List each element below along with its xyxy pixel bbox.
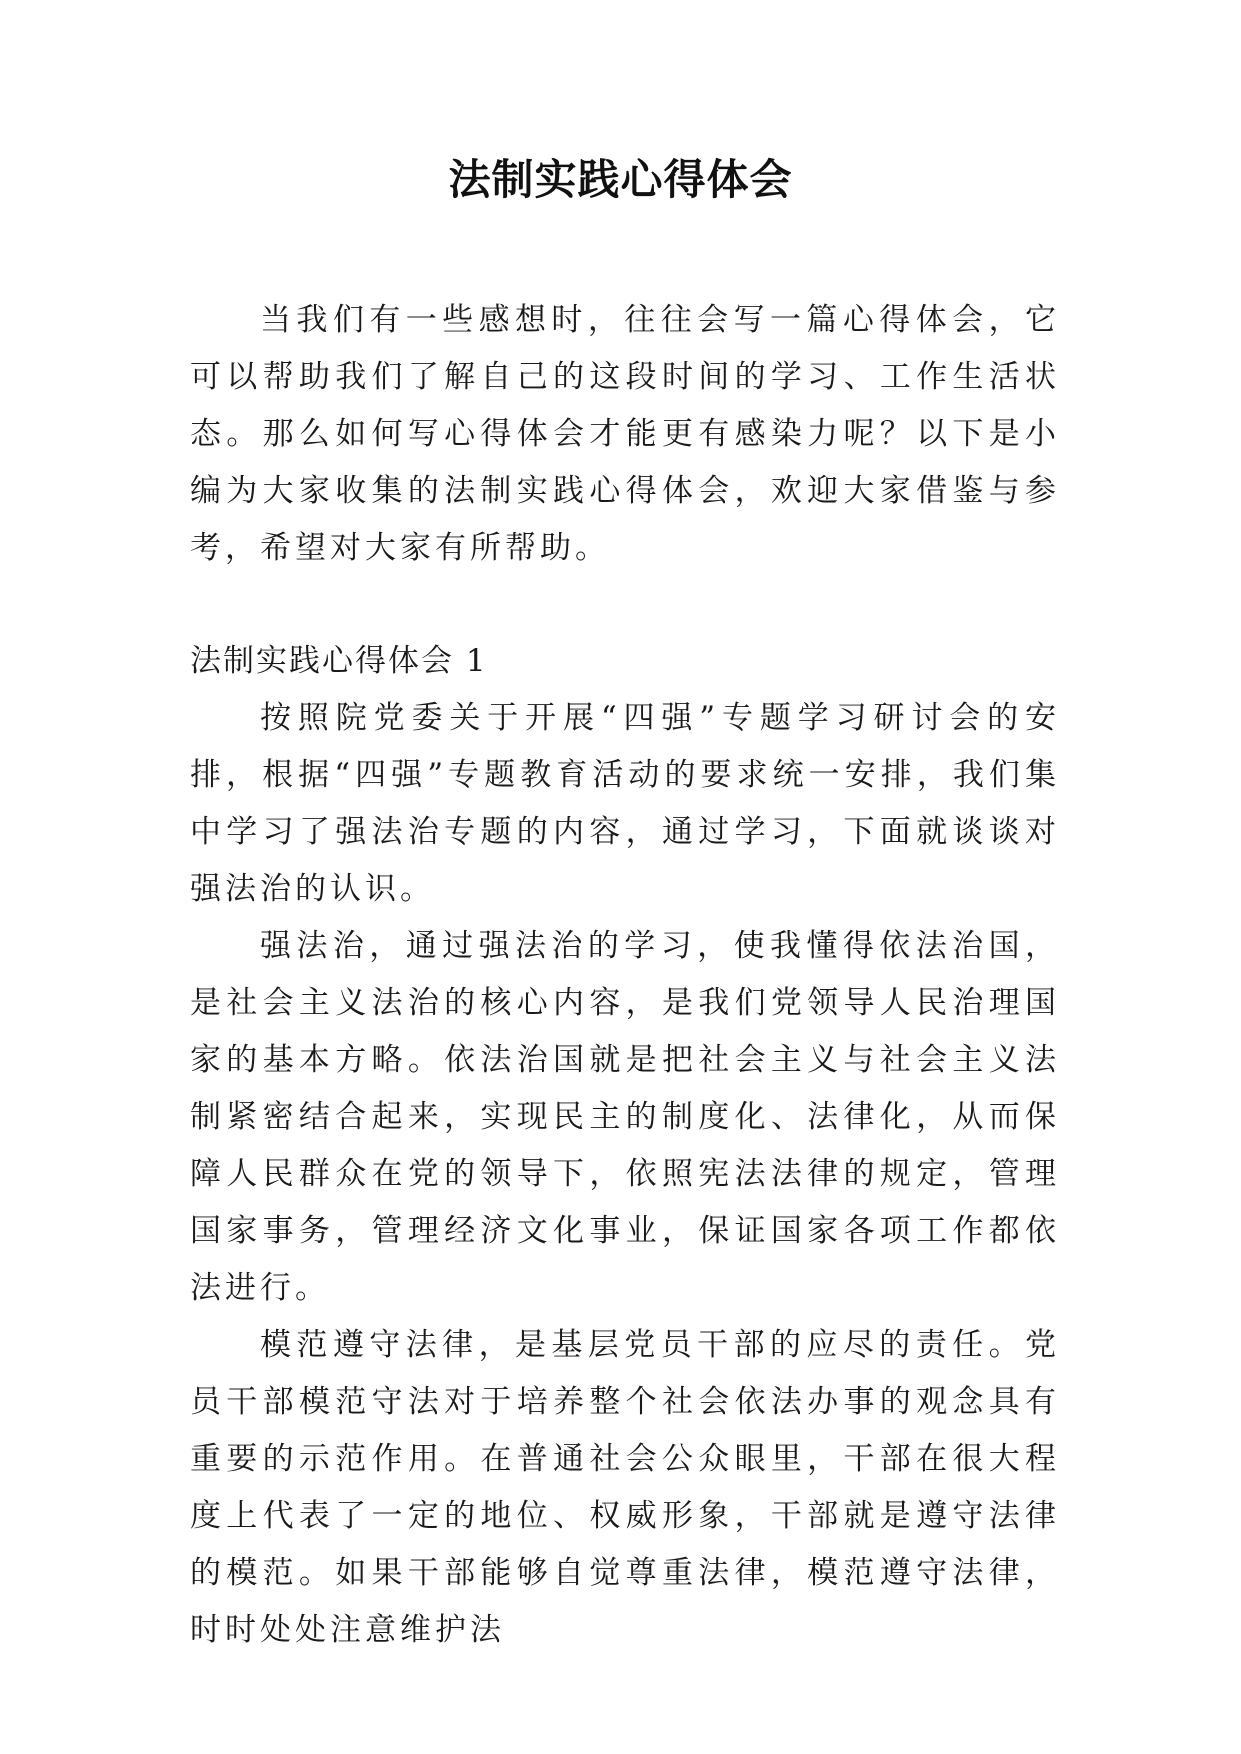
section-heading: 法制实践心得体会 1 <box>190 643 488 679</box>
body-paragraph-3: 模范遵守法律，是基层党员干部的应尽的责任。党员干部模范守法对于培养整个社会依法办事的观念具有重要的示范作用。在普通社会公众眼里，干部在很大程度上代表了一定的地位、权威形象，干部就是遵守法律的模范。如果干部能够自觉尊重法律，模范遵守法律，时时处处注意维护法 <box>190 1327 1060 1648</box>
body-paragraph-1: 按照院党委关于开展“四强”专题学习研讨会的安排，根据“四强”专题教育活动的要求统一安排，我们集中学习了强法治专题的内容，通过学习，下面就谈谈对强法治的认识。 <box>190 700 1060 907</box>
document-body <box>190 292 1060 1659</box>
document-title: 法制实践心得体会 <box>448 155 793 204</box>
intro-paragraph: 当我们有一些感想时，往往会写一篇心得体会，它可以帮助我们了解自己的这段时间的学习、工作生活状态。那么如何写心得体会才能更有感染力呢？以下是小编为大家收集的法制实践心得体会，欢迎大家借鉴与参考，希望对大家有所帮助。 <box>190 302 1060 566</box>
body-paragraph-2: 强法治，通过强法治的学习，使我懂得依法治国，是社会主义法治的核心内容，是我们党领导人民治理国家的基本方略。依法治国就是把社会主义与社会主义法制紧密结合起来，实现民主的制度化、法律化，从而保障人民群众在党的领导下，依照宪法法律的规定，管理国家事务，管理经济文化事业，保证国家各项工作都依法进行。 <box>190 928 1060 1306</box>
